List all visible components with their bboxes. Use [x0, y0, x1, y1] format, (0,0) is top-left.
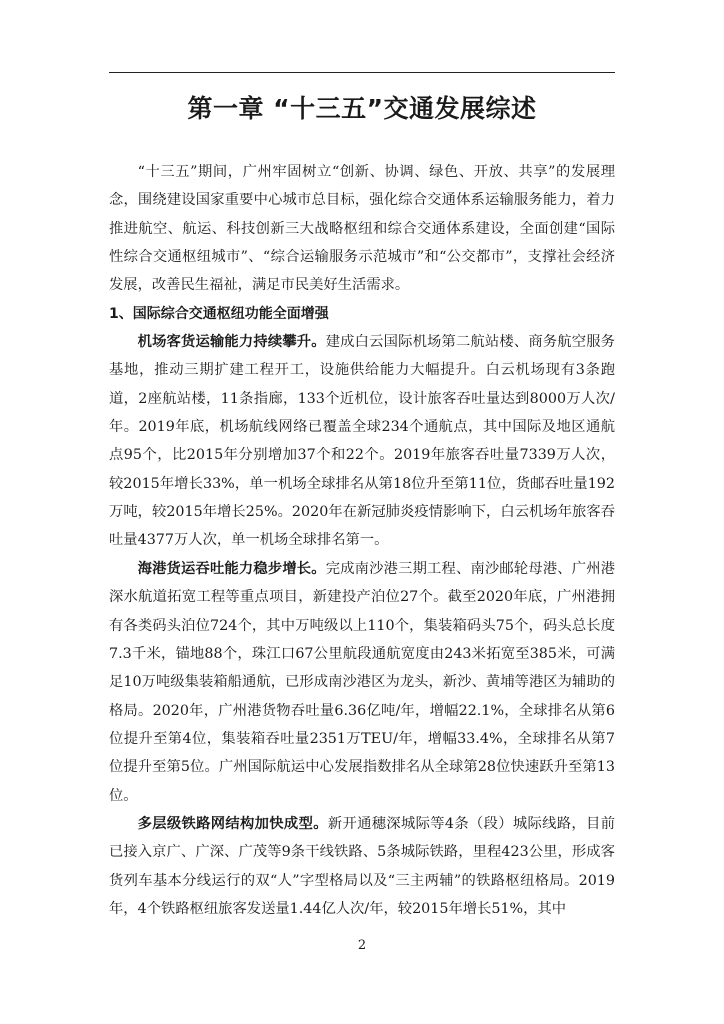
- paragraph-text: 建成白云国际机场第二航站楼、商务航空服务基地，推动三期扩建工程开工，设施供给能力大幅提升。白云机场现有3条跑道，2座航站楼，11条指廊，133个近机位，设计旅客吞吐量达到8000万人次/年。2019年底，机场航线网络已覆盖全球234个通航点，其中国际及地区通航点95个，比2015年分别增加37个和22个。2019年旅客吞吐量7339万人次，较2015年增长33%，单一机场全球排名从第18位升至第11位，货邮吞吐量192万吨，较2015年增长25%。2020年在新冠肺炎疫情影响下，白云机场年旅客吞吐量4377万人次，单一机场全球排名第一。: [109, 334, 616, 549]
- intro-paragraph: “十三五”期间，广州牢固树立“创新、协调、绿色、开放、共享”的发展理念，围绕建设国家重要中心城市总目标，强化综合交通体系运输服务能力，着力推进航空、航运、科技创新三大战略枢纽和综合交通体系建设，全面创建“国际性综合交通枢纽城市”、“综合运输服务示范城市”和“公交都市”，支撑社会经济发展，改善民生福祉，满足市民美好生活需求。: [109, 164, 615, 294]
- document-body: [109, 158, 615, 923]
- page-number: 2: [357, 938, 367, 953]
- paragraph-railway: [109, 810, 615, 923]
- section-heading-1: 1、国际综合交通枢纽功能全面增强: [109, 305, 329, 322]
- paragraph-lead: 多层级铁路网结构加快成型。: [137, 815, 328, 832]
- paragraph-lead: 机场客货运输能力持续攀升。: [137, 334, 326, 351]
- paragraph-lead: 海港货运吞吐能力稳步增长。: [137, 560, 326, 577]
- paragraph-text: 完成南沙港三期工程、南沙邮轮母港、广州港深水航道拓宽工程等重点项目，新建投产泊位27个。截至2020年底，广州港拥有各类码头泊位724个，其中万吨级以上110个，集装箱码头75个，码头总长度7.3千米，锚地88个，珠江口67公里航段通航宽度由243米拓宽至385米，可满足10万吨级集装箱船通航，已形成南沙港区为龙头，新沙、黄埔等港区为辅助的格局。2020年，广州港货物吞吐量6.36亿吨/年，增幅22.1%，全球排名从第6位提升至第4位，集装箱吞吐量2351万TEU/年，增幅33.4%，全球排名从第7位提升至第5位。广州国际航运中心发展指数排名从全球第28位快速跃升至第13位。: [109, 560, 616, 804]
- paragraph-seaport: [109, 555, 615, 810]
- chapter-title: 第一章 “十三五”交通发展综述: [187, 94, 537, 123]
- paragraph-airport: [109, 328, 615, 555]
- paragraph-text: 新开通穗深城际等4条（段）城际线路，目前已接入京广、广深、广茂等9条干线铁路、5条城际铁路，里程423公里，形成客货列车基本分线运行的双“人”字型格局以及“三主两辅”的铁路枢纽格局。2019年，4个铁路枢纽旅客发送量1.44亿人次/年，较2015年增长51%，其中: [109, 815, 615, 917]
- header-rule: [109, 72, 615, 73]
